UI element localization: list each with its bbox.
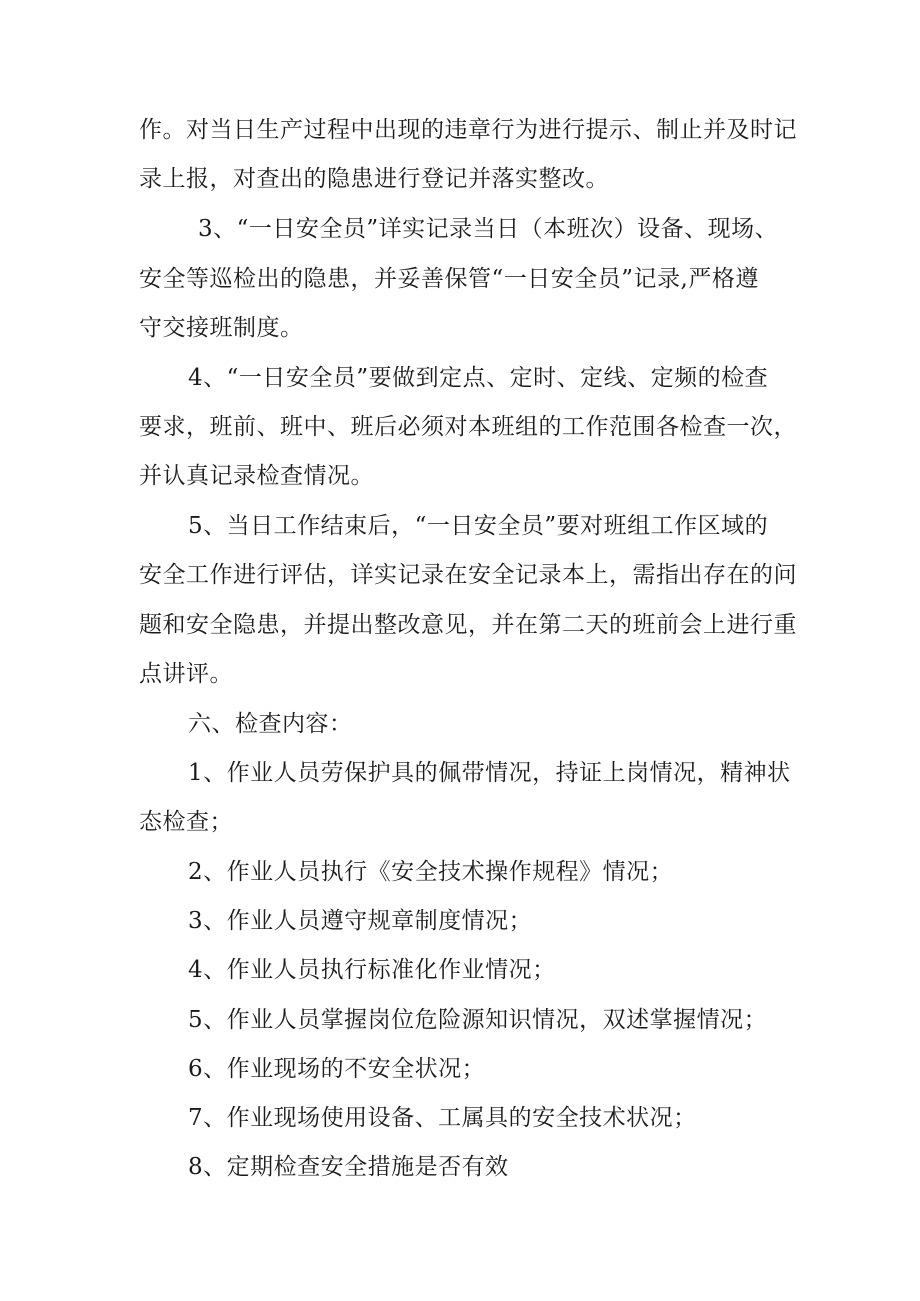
text-line: 安全等巡检出的隐患，并妥善保管“一日安全员”记录,严格遵 (139, 266, 759, 292)
text-line: 3、“一日安全员”详实记录当日（本班次）设备、现场、 (198, 216, 779, 242)
list-item: 3、作业人员遵守规章制度情况； (188, 908, 533, 934)
list-item: 5、作业人员掌握岗位危险源知识情况，双述掌握情况； (188, 1007, 768, 1033)
list-item: 7、作业现场使用设备、工属具的安全技术状况； (188, 1105, 697, 1131)
list-item: 6、作业现场的不安全状况； (188, 1056, 486, 1082)
text-line: 录上报，对查出的隐患进行登记并落实整改。 (139, 166, 609, 192)
list-item: 4、作业人员执行标准化作业情况； (188, 957, 556, 983)
section-heading: 六、检查内容： (188, 711, 353, 737)
list-item: 1、作业人员劳保护具的佩带情况，持证上岗情况，精神状 (188, 760, 791, 786)
list-item: 8、定期检查安全措施是否有效 (188, 1154, 509, 1180)
text-line: 守交接班制度。 (139, 315, 304, 341)
text-line: 题和安全隐患，并提出整改意见，并在第二天的班前会上进行重 (139, 612, 797, 638)
text-line: 要求，班前、班中、班后必须对本班组的工作范围各检查一次， (139, 414, 797, 440)
text-line: 作。对当日生产过程中出现的违章行为进行提示、制止并及时记 (139, 117, 797, 143)
text-line: 4、“一日安全员”要做到定点、定时、定线、定频的检查 (188, 365, 769, 391)
text-line: 并认真记录检查情况。 (139, 463, 374, 489)
text-line: 态检查； (139, 809, 233, 835)
text-line: 5、当日工作结束后，“一日安全员”要对班组工作区域的 (188, 513, 769, 539)
text-line: 点讲评。 (139, 661, 233, 687)
list-item: 2、作业人员执行《安全技术操作规程》情况； (188, 859, 674, 885)
text-line: 安全工作进行评估，详实记录在安全记录本上，需指出存在的问 (139, 562, 797, 588)
